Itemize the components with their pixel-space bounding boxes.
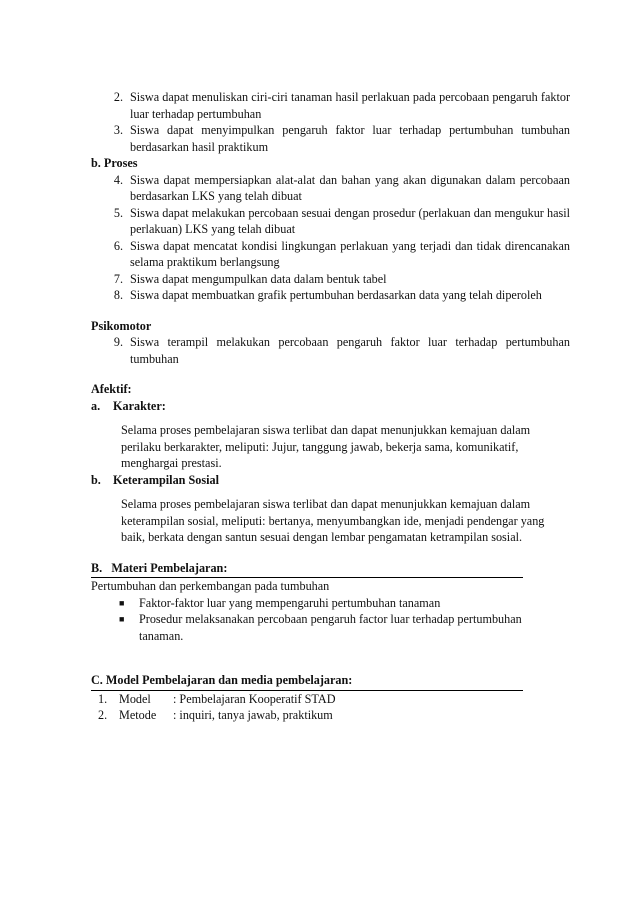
item-number: 8. xyxy=(113,288,123,302)
row-key: Model xyxy=(119,691,151,706)
list-item xyxy=(95,287,570,304)
list-item xyxy=(95,271,570,288)
section-heading-materi: B. Materi Pembelajaran: xyxy=(91,560,523,579)
document-content xyxy=(91,89,570,724)
list-item xyxy=(95,122,570,155)
list-item xyxy=(95,595,570,612)
list-item xyxy=(95,334,570,367)
item-text: Siswa terampil melakukan percobaan pengaruh faktor luar terhadap pertumbuhan tumbuhan xyxy=(130,335,570,366)
bullet-icon: ■ xyxy=(119,597,125,608)
item-text: Siswa dapat mempersiapkan alat-alat dan bahan yang akan digunakan dalam percobaan berdasarkan LKS yang telah dibuat xyxy=(130,172,570,203)
list-item xyxy=(95,89,570,122)
list-item xyxy=(95,205,570,238)
item-text: Siswa dapat melakukan percobaan sesuai dengan prosedur (perlakuan dan mengukur hasil perlakuan) LKS yang telah dibuat xyxy=(130,205,570,236)
subsection-heading-karakter xyxy=(91,398,570,415)
item-text: Siswa dapat menyimpulkan pengaruh faktor luar terhadap pertumbuhan tumbuhan berdasarkan hasil praktikum xyxy=(130,123,570,154)
bullet-icon: ■ xyxy=(119,614,125,624)
sosial-paragraph: Selama proses pembelajaran siswa terlibat dan dapat menunjukkan kemajuan dalam keterampilan sosial, meliputi: bertanya, menyumbangkan ide, menjadi pendengar yang baik, berkata dengan santun sesuai dengan lembar pengamatan ketrampilan sosial. xyxy=(121,497,545,544)
item-number: 6. xyxy=(113,238,123,253)
item-text: Siswa dapat menuliskan ciri-ciri tanaman hasil perlakuan pada percobaan pengaruh faktor luar terhadap pertumbuhan xyxy=(130,90,570,121)
item-text: Siswa dapat mengumpulkan data dalam bentuk tabel xyxy=(130,271,387,286)
item-text: Siswa dapat mencatat kondisi lingkungan perlakuan yang terjadi dan tidak direncanakan selama praktikum berlangsung xyxy=(130,238,570,269)
row-number: 1. xyxy=(98,691,108,706)
list-item xyxy=(95,611,549,644)
subsection-letter: a. xyxy=(91,398,101,413)
item-number: 5. xyxy=(113,205,123,220)
row-number: 2. xyxy=(98,708,108,722)
table-row xyxy=(95,691,570,708)
subsection-letter: b. xyxy=(91,472,101,487)
item-text: Prosedur melaksanakan percobaan pengaruh factor luar terhadap pertumbuhan tanaman. xyxy=(139,612,522,643)
materi-intro: Pertumbuhan dan perkembangan pada tumbuhan xyxy=(91,579,330,593)
row-value: : Pembelajaran Kooperatif STAD xyxy=(173,691,336,706)
karakter-paragraph: Selama proses pembelajaran siswa terlibat dan dapat menunjukkan kemajuan dalam perilaku berkarakter, meliputi: Jujur, tanggung jawab, bekerja sama, komunikatif, menghargai prestasi. xyxy=(121,423,531,470)
row-key: Metode xyxy=(119,708,157,722)
table-row xyxy=(95,707,570,724)
section-heading-afektif: Afektif: xyxy=(91,382,132,396)
item-number: 2. xyxy=(113,90,123,104)
item-number: 3. xyxy=(113,123,123,137)
item-number: 9. xyxy=(113,335,123,349)
section-heading-psikomotor: Psikomotor xyxy=(91,318,152,333)
list-item xyxy=(95,172,570,205)
list-item xyxy=(95,238,570,271)
subsection-title: Keterampilan Sosial xyxy=(113,472,219,487)
section-heading-proses: b. Proses xyxy=(91,156,138,170)
item-text: Siswa dapat membuatkan grafik pertumbuhan berdasarkan data yang telah diperoleh xyxy=(130,288,542,302)
item-number: 7. xyxy=(113,271,123,286)
row-value: : inquiri, tanya jawab, praktikum xyxy=(173,708,333,722)
subsection-heading-sosial xyxy=(91,472,570,489)
subsection-title: Karakter: xyxy=(113,398,166,413)
item-text: Faktor-faktor luar yang mempengaruhi pertumbuhan tanaman xyxy=(139,595,441,610)
section-heading-model: C. Model Pembelajaran dan media pembelajaran: xyxy=(91,672,523,691)
item-number: 4. xyxy=(113,172,123,187)
